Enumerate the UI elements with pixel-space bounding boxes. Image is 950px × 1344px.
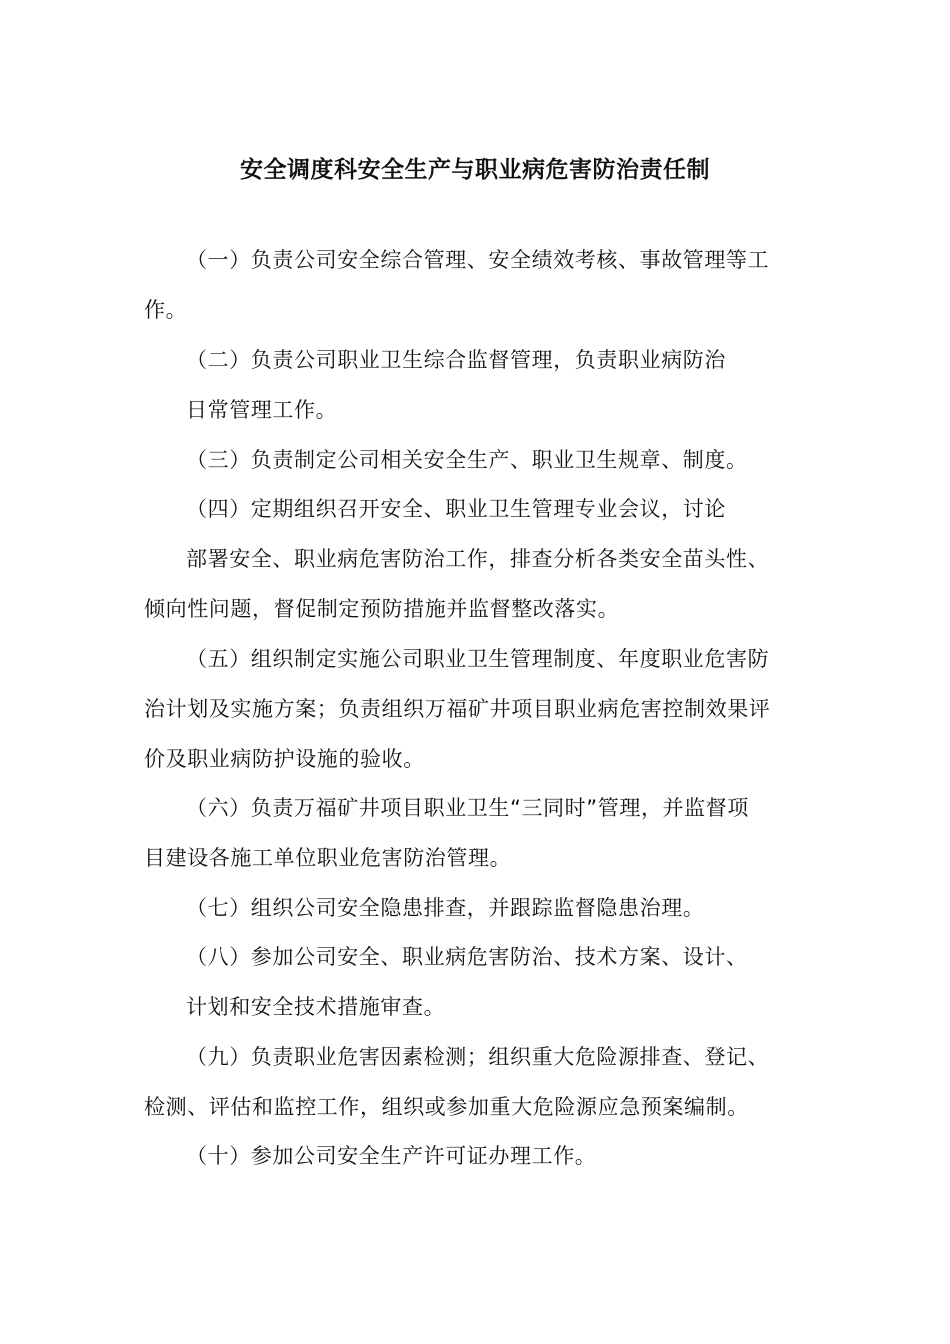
line-2-1: （二）负责公司职业卫生综合监督管理，负责职业病防治: [186, 348, 726, 372]
line-5-3: 价及职业病防护设施的验收。: [144, 747, 425, 771]
line-8-2: 计划和安全技术措施审查。: [186, 995, 446, 1019]
line-5-1: （五）组织制定实施公司职业卫生管理制度、年度职业危害防: [186, 647, 770, 671]
line-8-1: （八）参加公司安全、职业病危害防治、技术方案、设计、: [186, 945, 748, 969]
line-6-2: 目建设各施工单位职业危害防治管理。: [144, 846, 512, 870]
line-3-1: （三）负责制定公司相关安全生产、职业卫生规章、制度。: [186, 448, 748, 472]
line-4-3: 倾向性问题，督促制定预防措施并监督整改落实。: [144, 597, 620, 621]
line-4-1: （四）定期组织召开安全、职业卫生管理专业会议，讨论: [186, 497, 726, 521]
line-7-1: （七）组织公司安全隐患排查，并跟踪监督隐患治理。: [186, 896, 705, 920]
line-6-1: （六）负责万福矿井项目职业卫生“三同时”管理，并监督项: [186, 796, 749, 820]
line-9-1: （九）负责职业危害因素检测；组织重大危险源排查、登记、: [186, 1045, 770, 1069]
line-9-2: 检测、评估和监控工作，组织或参加重大危险源应急预案编制。: [144, 1095, 749, 1119]
line-10-1: （十）参加公司安全生产许可证办理工作。: [186, 1144, 597, 1168]
line-2-2: 日常管理工作。: [186, 398, 338, 422]
line-1-1: （一）负责公司安全综合管理、安全绩效考核、事故管理等工: [186, 248, 770, 272]
line-4-2: 部署安全、职业病危害防治工作，排查分析各类安全苗头性、: [186, 547, 770, 571]
line-1-2: 作。: [144, 298, 188, 322]
document-title: 安全调度科安全生产与职业病危害防治责任制: [240, 157, 710, 183]
line-5-2: 治计划及实施方案；负责组织万福矿井项目职业病危害控制效果评: [144, 697, 771, 721]
